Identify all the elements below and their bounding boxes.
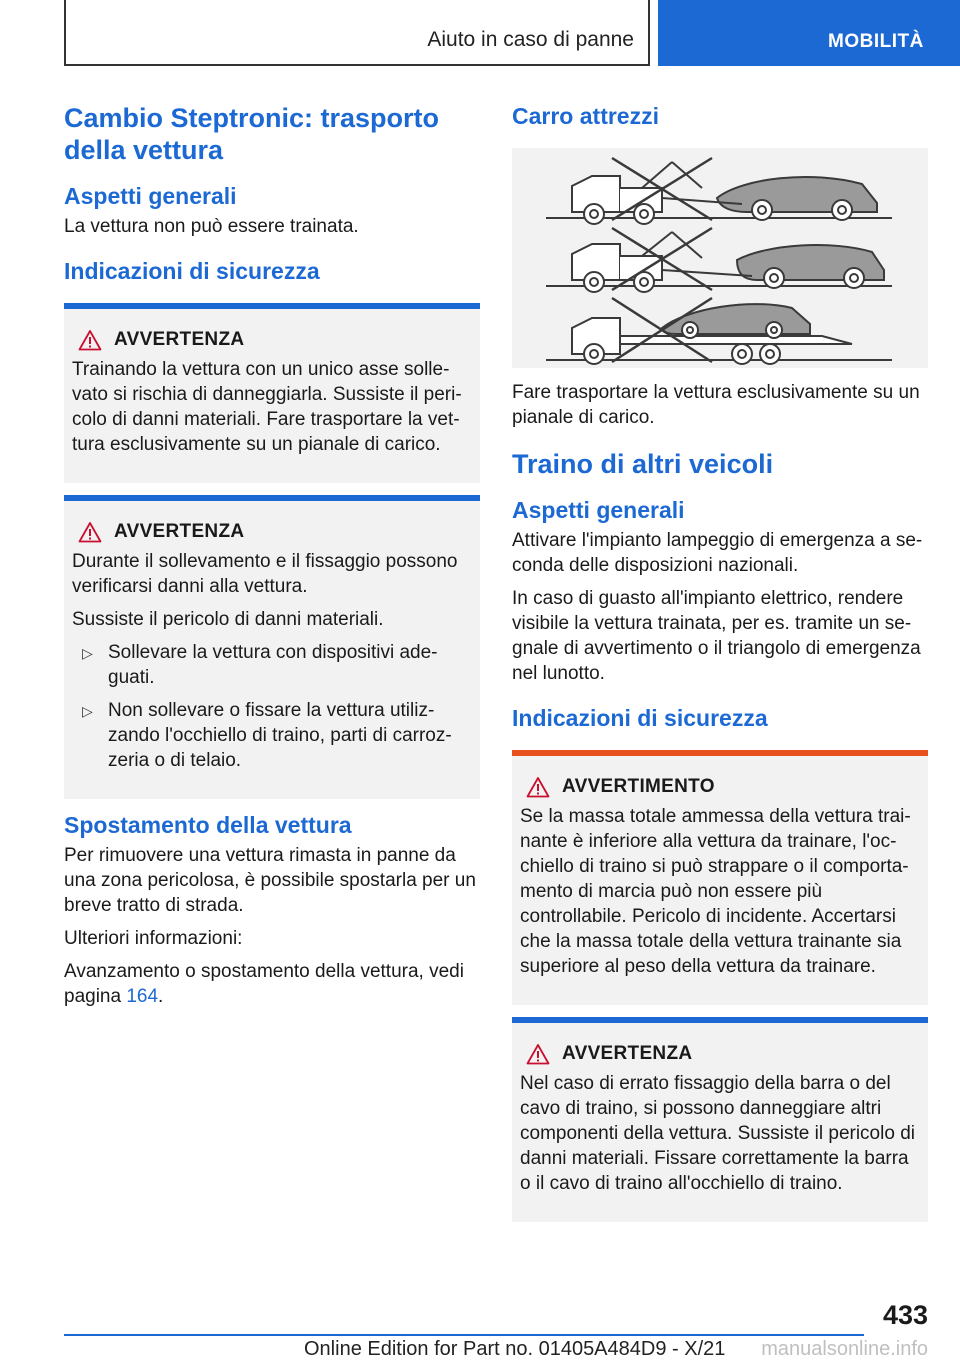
footer-divider	[64, 1334, 864, 1336]
warning-triangle-icon	[78, 329, 102, 351]
header-section-title: Aiuto in caso di panne	[427, 28, 634, 51]
page-header	[0, 0, 960, 66]
warning-box	[64, 303, 480, 483]
left-column	[64, 102, 480, 1017]
warning-label: AVVERTENZA	[114, 521, 245, 542]
warning-box	[512, 1017, 928, 1222]
tow-heading: Carro attrezzi	[512, 103, 659, 129]
tow-truck-illustration	[512, 148, 928, 368]
page-link[interactable]: 164	[126, 986, 159, 1007]
safety-heading: Indicazioni di sicurezza	[512, 705, 768, 731]
triangle-right-bullet-icon: ▷	[82, 645, 93, 661]
reference-paragraph: Avanzamento o spostamento della vettura, vedi pagina 164.	[64, 961, 464, 1007]
general-heading: Aspetti generali	[64, 183, 237, 209]
general-text: Attivare l'impianto lampeggio di emergenza a se-conda delle disposizioni nazionali.	[512, 530, 923, 576]
tow-caption: Fare trasportare la vettura esclusivamente su un pianale di carico.	[512, 382, 920, 428]
warning-box	[512, 750, 928, 1005]
warning-label: AVVERTENZA	[562, 1043, 693, 1064]
right-column	[512, 102, 928, 1234]
warning-triangle-icon	[526, 1043, 550, 1065]
general-text: La vettura non può essere trainata.	[64, 216, 359, 237]
header-section-box	[64, 0, 650, 66]
safety-heading: Indicazioni di sicurezza	[64, 258, 320, 284]
more-info-label: Ulteriori informazioni:	[64, 928, 243, 949]
warning-triangle-icon	[526, 776, 550, 798]
towing-title: Traino di altri veicoli	[512, 449, 774, 479]
warning-text: Se la massa totale ammessa della vettura trai-nante è inferiore alla vettura da trainare, l'oc-chiello di traino si può strappare o il comporta-mento di marcia può non essere più controllabile. Pericolo di incidente. Accertarsi che la massa totale della vettura trainante sia superiore al peso della vettura da trainare.	[520, 806, 911, 977]
warning-bullet-list	[72, 640, 470, 773]
triangle-right-bullet-icon: ▷	[82, 703, 93, 719]
move-text: Per rimuovere una vettura rimasta in panne da una zona pericolosa, è possibile spostarla per un breve tratto di strada.	[64, 845, 476, 916]
page-number: 433	[882, 1300, 928, 1330]
warning-label: AVVERTENZA	[114, 329, 245, 350]
warning-text: Trainando la vettura con un unico asse solle-vato si rischia di danneggiarla. Sussiste il peri-colo di danni materiali. Fare trasportare la vet-tura esclusivamente su un pianale di carico.	[72, 359, 462, 455]
warning-box	[64, 495, 480, 799]
general-text: In caso di guasto all'impianto elettrico, rendere visibile la vettura trainata, per es. tramite un se-gnale di avvertimento o il triangolo di emergenza nel lunotto.	[512, 588, 921, 684]
general-heading: Aspetti generali	[512, 497, 685, 523]
warning-triangle-icon	[78, 521, 102, 543]
watermark-site: manualsonline.info	[761, 1338, 928, 1360]
warning-text: Durante il sollevamento e il fissaggio possono verificarsi danni alla vettura.	[72, 551, 458, 597]
warning-text: Nel caso di errato fissaggio della barra o del cavo di traino, si possono danneggiare altri componenti della vettura. Sussiste il pericolo di danni materiali. Fissare correttamente la barra o il cavo di traino all'occhiello di traino.	[520, 1073, 915, 1194]
move-heading: Spostamento della vettura	[64, 812, 352, 838]
list-item: ▷ Sollevare la vettura con dispositivi ade-guati.	[82, 642, 438, 688]
warning-text: Sussiste il pericolo di danni materiali.	[72, 609, 384, 630]
page-title: Cambio Steptronic: trasporto della vettura	[64, 103, 440, 165]
tow-truck-illustration-svg	[512, 148, 928, 368]
edition-text: Online Edition for Part no. 01405A484D9 - X/21	[304, 1338, 726, 1360]
header-chapter-tab[interactable]: MOBILITÀ	[658, 0, 960, 66]
list-item: ▷ Non sollevare o fissare la vettura utiliz-zando l'occhiello di traino, parti di carroz-zeria o di telaio.	[82, 700, 452, 771]
warning-label: AVVERTIMENTO	[562, 776, 715, 797]
